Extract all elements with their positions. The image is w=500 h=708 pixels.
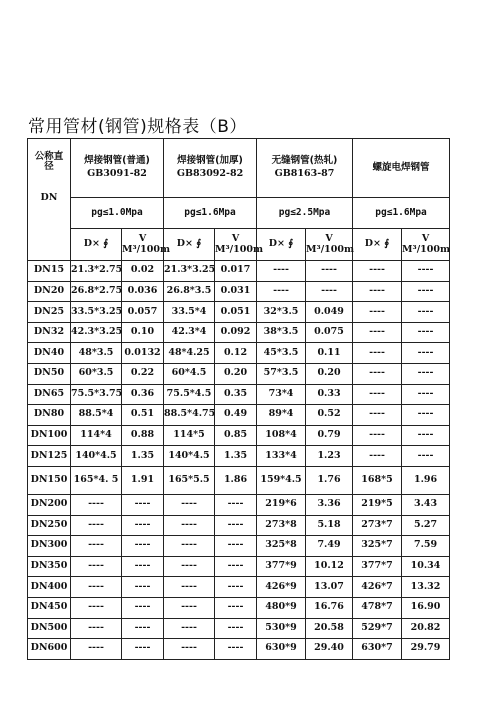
table-cell: 1.91 — [122, 466, 164, 494]
table-cell: 20.82 — [402, 618, 450, 639]
col-d-header: D× ∮ — [353, 229, 402, 261]
row-dn-cell: DN350 — [28, 556, 71, 577]
row-dn-cell: DN100 — [28, 425, 71, 446]
header-row-groups — [28, 139, 450, 198]
table-cell: ---- — [164, 515, 215, 536]
table-cell: 0.52 — [306, 405, 353, 426]
table-cell: 60*4.5 — [164, 363, 215, 384]
table-cell: ---- — [71, 639, 122, 660]
table-cell: 0.33 — [306, 384, 353, 405]
row-dn-cell: DN400 — [28, 577, 71, 598]
table-cell: 26.8*3.5 — [164, 281, 215, 302]
table-cell: 114*5 — [164, 425, 215, 446]
col-v-line2: M³/100m — [306, 243, 355, 255]
table-row — [28, 363, 450, 384]
group-standard: GB8163-87 — [274, 168, 335, 179]
table-cell: 630*9 — [257, 639, 306, 660]
table-row — [28, 577, 450, 598]
table-cell: 1.76 — [306, 466, 353, 494]
table-cell: 0.057 — [122, 302, 164, 323]
table-cell: 88.5*4.75 — [164, 405, 215, 426]
table-cell: 0.031 — [215, 281, 257, 302]
table-cell: ---- — [164, 556, 215, 577]
dn-label: DN — [40, 191, 58, 203]
table-row — [28, 384, 450, 405]
table-cell: ---- — [402, 446, 450, 467]
table-cell: 3.43 — [402, 494, 450, 515]
table-cell: ---- — [215, 536, 257, 557]
table-cell: ---- — [122, 515, 164, 536]
table-cell: ---- — [215, 597, 257, 618]
table-cell: 5.27 — [402, 515, 450, 536]
table-cell: 0.075 — [306, 322, 353, 343]
row-dn-cell: DN450 — [28, 597, 71, 618]
table-cell: 0.049 — [306, 302, 353, 323]
row-dn-cell: DN65 — [28, 384, 71, 405]
table-cell: ---- — [353, 446, 402, 467]
table-cell: ---- — [353, 322, 402, 343]
table-cell: 273*8 — [257, 515, 306, 536]
row-dn-cell: DN40 — [28, 343, 71, 364]
table-cell: 0.051 — [215, 302, 257, 323]
group-standard: GB83092-82 — [176, 168, 244, 179]
table-cell: ---- — [353, 425, 402, 446]
table-cell: ---- — [402, 343, 450, 364]
table-cell: ---- — [164, 536, 215, 557]
table-cell: 630*7 — [353, 639, 402, 660]
table-cell: 530*9 — [257, 618, 306, 639]
pressure-0: pg≤1.0Mpa — [71, 198, 164, 229]
table-cell: ---- — [71, 556, 122, 577]
table-cell: 57*3.5 — [257, 363, 306, 384]
table-cell: 108*4 — [257, 425, 306, 446]
nominal-diameter-header — [28, 139, 71, 261]
row-dn-cell: DN125 — [28, 446, 71, 467]
col-v-header — [122, 229, 171, 261]
table-cell: 7.59 — [402, 536, 450, 557]
table-cell: ---- — [122, 494, 164, 515]
table-cell: ---- — [164, 639, 215, 660]
table-cell: ---- — [353, 343, 402, 364]
table-cell: 75.5*4.5 — [164, 384, 215, 405]
group-header-1 — [164, 139, 257, 198]
table-row — [28, 556, 450, 577]
table-cell: ---- — [353, 405, 402, 426]
table-cell: ---- — [353, 363, 402, 384]
table-cell: 5.18 — [306, 515, 353, 536]
table-row — [28, 405, 450, 426]
row-dn-cell: DN600 — [28, 639, 71, 660]
col-d-header: D× ∮ — [71, 229, 122, 261]
page-title: 常用管材(钢管)规格表（B） — [28, 117, 247, 137]
table-cell: 48*3.5 — [71, 343, 122, 364]
col-v-line1: V — [421, 232, 430, 244]
table-row — [28, 322, 450, 343]
table-cell: ---- — [215, 618, 257, 639]
table-cell: ---- — [215, 639, 257, 660]
group-name: 焊接钢管(加厚) — [177, 155, 243, 167]
table-cell: 377*7 — [353, 556, 402, 577]
table-cell: ---- — [353, 281, 402, 302]
row-dn-cell: DN25 — [28, 302, 71, 323]
table-row — [28, 515, 450, 536]
table-cell: ---- — [122, 577, 164, 598]
table-cell: 140*4.5 — [71, 446, 122, 467]
table-cell: 13.32 — [402, 577, 450, 598]
table-cell: 89*4 — [257, 405, 306, 426]
table-cell: ---- — [71, 618, 122, 639]
table-cell: 21.3*2.75 — [71, 261, 122, 282]
table-cell: 140*4.5 — [164, 446, 215, 467]
table-cell: ---- — [353, 384, 402, 405]
table-cell: 426*7 — [353, 577, 402, 598]
table-cell: 0.85 — [215, 425, 257, 446]
table-cell: ---- — [402, 281, 450, 302]
table-cell: ---- — [402, 322, 450, 343]
table-cell: ---- — [306, 261, 353, 282]
table-cell: ---- — [164, 577, 215, 598]
table-cell: 0.017 — [215, 261, 257, 282]
pressure-3: pg≤1.6Mpa — [353, 198, 450, 229]
table-cell: 325*7 — [353, 536, 402, 557]
table-cell: ---- — [402, 405, 450, 426]
table-cell: 10.12 — [306, 556, 353, 577]
table-cell: 159*4.5 — [257, 466, 306, 494]
pressure-1: pg≤1.6Mpa — [164, 198, 257, 229]
row-dn-cell: DN150 — [28, 466, 71, 494]
table-row — [28, 261, 450, 282]
table-cell: 480*9 — [257, 597, 306, 618]
table-cell: 20.58 — [306, 618, 353, 639]
row-dn-cell: DN15 — [28, 261, 71, 282]
group-name: 螺旋电焊钢管 — [372, 161, 430, 173]
table-cell: 1.23 — [306, 446, 353, 467]
table-cell: 0.51 — [122, 405, 164, 426]
table-cell: 529*7 — [353, 618, 402, 639]
table-cell: ---- — [164, 597, 215, 618]
table-cell: 1.86 — [215, 466, 257, 494]
table-row — [28, 597, 450, 618]
table-cell: ---- — [122, 597, 164, 618]
col-v-header — [215, 229, 264, 261]
table-row — [28, 446, 450, 467]
table-row — [28, 618, 450, 639]
table-cell: ---- — [122, 618, 164, 639]
table-cell: 21.3*3.25 — [164, 261, 215, 282]
table-cell: 42.3*3.25 — [71, 322, 122, 343]
table-cell: 114*4 — [71, 425, 122, 446]
table-cell: ---- — [71, 536, 122, 557]
table-cell: ---- — [164, 494, 215, 515]
table-cell: 7.49 — [306, 536, 353, 557]
table-cell: 0.79 — [306, 425, 353, 446]
table-cell: 45*3.5 — [257, 343, 306, 364]
table-cell: 88.5*4 — [71, 405, 122, 426]
row-dn-cell: DN20 — [28, 281, 71, 302]
table-cell: 0.036 — [122, 281, 164, 302]
table-cell: ---- — [215, 577, 257, 598]
table-cell: 29.79 — [402, 639, 450, 660]
col-v-header — [402, 229, 450, 261]
table-cell: 1.35 — [122, 446, 164, 467]
table-row — [28, 466, 450, 494]
table-cell: ---- — [71, 494, 122, 515]
table-cell: 33.5*3.25 — [71, 302, 122, 323]
table-cell: ---- — [215, 515, 257, 536]
table-cell: 168*5 — [353, 466, 402, 494]
col-v-line2: M³/100m — [402, 243, 451, 255]
table-cell: ---- — [402, 363, 450, 384]
table-row — [28, 281, 450, 302]
pipe-spec-table — [27, 138, 450, 660]
table-row — [28, 639, 450, 660]
nominal-label-line2: 径 — [44, 161, 54, 173]
table-cell: 0.35 — [215, 384, 257, 405]
nominal-label-line1: 公称直 — [34, 150, 64, 162]
group-header-3 — [353, 139, 450, 198]
table-cell: 0.22 — [122, 363, 164, 384]
table-cell: ---- — [257, 261, 306, 282]
group-name: 焊接钢管(普通) — [84, 155, 150, 167]
table-cell: 73*4 — [257, 384, 306, 405]
col-d-header: D× ∮ — [164, 229, 215, 261]
row-dn-cell: DN50 — [28, 363, 71, 384]
table-cell: 0.11 — [306, 343, 353, 364]
table-row — [28, 536, 450, 557]
col-v-line1: V — [138, 232, 147, 244]
table-cell: ---- — [122, 639, 164, 660]
group-header-2 — [257, 139, 353, 198]
table-cell: ---- — [122, 536, 164, 557]
table-cell: 0.092 — [215, 322, 257, 343]
table-cell: ---- — [215, 494, 257, 515]
table-cell: 1.96 — [402, 466, 450, 494]
table-cell: ---- — [71, 577, 122, 598]
table-row — [28, 494, 450, 515]
table-cell: ---- — [71, 515, 122, 536]
header-row-pressure — [28, 198, 450, 229]
table-cell: ---- — [402, 384, 450, 405]
table-cell: 0.02 — [122, 261, 164, 282]
table-cell: 38*3.5 — [257, 322, 306, 343]
row-dn-cell: DN300 — [28, 536, 71, 557]
col-v-line1: V — [325, 232, 333, 244]
table-cell: ---- — [402, 425, 450, 446]
table-cell: ---- — [306, 281, 353, 302]
table-cell: 33.5*4 — [164, 302, 215, 323]
group-header-0 — [71, 139, 164, 198]
pressure-2: pg≤2.5Mpa — [257, 198, 353, 229]
table-cell: 16.90 — [402, 597, 450, 618]
row-dn-cell: DN80 — [28, 405, 71, 426]
table-cell: 0.88 — [122, 425, 164, 446]
table-cell: ---- — [353, 302, 402, 323]
table-cell: 3.36 — [306, 494, 353, 515]
group-standard: GB3091-82 — [87, 168, 147, 179]
table-cell: 219*5 — [353, 494, 402, 515]
table-cell: 32*3.5 — [257, 302, 306, 323]
table-cell: ---- — [353, 261, 402, 282]
table-cell: ---- — [402, 261, 450, 282]
table-cell: 13.07 — [306, 577, 353, 598]
table-cell: 426*9 — [257, 577, 306, 598]
table-cell: ---- — [215, 556, 257, 577]
row-dn-cell: DN32 — [28, 322, 71, 343]
table-cell: 1.35 — [215, 446, 257, 467]
group-name: 无缝钢管(热轧) — [271, 155, 338, 167]
table-cell: 42.3*4 — [164, 322, 215, 343]
table-cell: 26.8*2.75 — [71, 281, 122, 302]
table-cell: 0.20 — [306, 363, 353, 384]
table-cell: ---- — [122, 556, 164, 577]
table-cell: ---- — [71, 597, 122, 618]
table-body — [28, 261, 450, 660]
table-row — [28, 302, 450, 323]
col-v-header — [306, 229, 353, 261]
table-cell: 10.34 — [402, 556, 450, 577]
table-cell: ---- — [164, 618, 215, 639]
table-cell: 377*9 — [257, 556, 306, 577]
table-cell: 29.40 — [306, 639, 353, 660]
table-cell: 325*8 — [257, 536, 306, 557]
table-cell: 0.49 — [215, 405, 257, 426]
table-cell: 48*4.25 — [164, 343, 215, 364]
table-cell: ---- — [402, 302, 450, 323]
row-dn-cell: DN250 — [28, 515, 71, 536]
table-cell: 133*4 — [257, 446, 306, 467]
table-cell: 60*3.5 — [71, 363, 122, 384]
table-cell: 165*4. 5 — [71, 466, 122, 494]
table-cell: ---- — [257, 281, 306, 302]
col-d-header: D× ∮ — [257, 229, 306, 261]
table-cell: 165*5.5 — [164, 466, 215, 494]
header-row-columns — [28, 229, 450, 261]
row-dn-cell: DN200 — [28, 494, 71, 515]
table-cell: 478*7 — [353, 597, 402, 618]
col-v-line1: V — [231, 232, 240, 244]
table-cell: 75.5*3.75 — [71, 384, 122, 405]
table-cell: 0.10 — [122, 322, 164, 343]
table-cell: 273*7 — [353, 515, 402, 536]
table-cell: 0.36 — [122, 384, 164, 405]
col-v-line2: M³/100m — [215, 243, 264, 255]
table-cell: 219*6 — [257, 494, 306, 515]
table-cell: 0.12 — [215, 343, 257, 364]
table-row — [28, 343, 450, 364]
row-dn-cell: DN500 — [28, 618, 71, 639]
table-row — [28, 425, 450, 446]
table-cell: 0.0132 — [122, 343, 164, 364]
table-cell: 0.20 — [215, 363, 257, 384]
table-cell: 16.76 — [306, 597, 353, 618]
col-v-line2: M³/100m — [122, 243, 171, 255]
